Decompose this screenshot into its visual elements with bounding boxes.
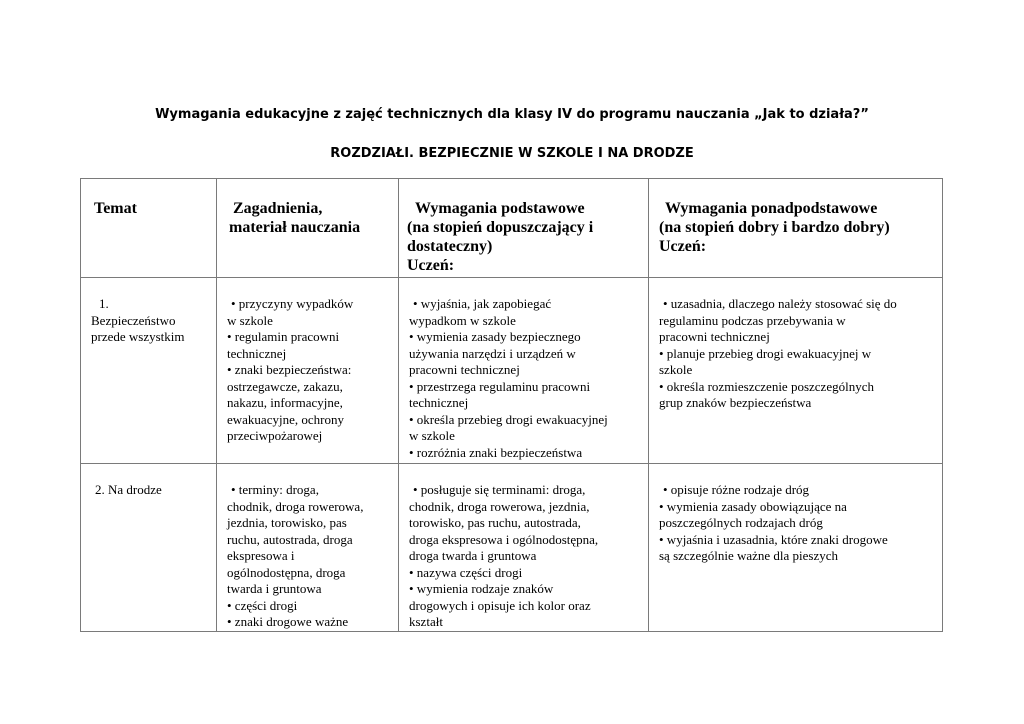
- list-item: kształt: [409, 614, 443, 629]
- list-item: ruchu, autostrada, droga: [227, 531, 353, 547]
- list-item: • znaki drogowe ważne: [227, 614, 349, 629]
- list-item: • znaki bezpieczeństwa:: [227, 362, 352, 377]
- podstawowe-cell: [399, 464, 649, 632]
- list-item: • części drogi: [227, 597, 298, 613]
- list-item: • opisuje różne rodzaje dróg: [663, 482, 810, 497]
- list-item: przeciwpożarowej: [227, 428, 323, 443]
- ponadpodstawowe-cell: [649, 464, 943, 632]
- list-item: • wyjaśnia i uzasadnia, które znaki drogowe: [659, 531, 888, 547]
- list-item: • terminy: droga,: [231, 482, 319, 497]
- list-item: droga twarda i gruntowa: [409, 548, 537, 563]
- list-item: technicznej: [227, 345, 287, 361]
- header-podstawowe-line: Uczeń:: [407, 257, 455, 274]
- list-item: nakazu, informacyjne,: [227, 395, 343, 410]
- list-item: w szkole: [409, 428, 455, 443]
- list-item: poszczególnych rodzajach dróg: [659, 515, 823, 530]
- list-item: w szkole: [227, 312, 273, 328]
- zagadnienia-cell: [217, 464, 399, 632]
- requirements-table: [80, 178, 943, 632]
- topic-cell: [81, 464, 217, 632]
- list-item: • wyjaśnia, jak zapobiegać: [413, 296, 552, 311]
- header-ponadpodstawowe-line: Wymagania ponadpodstawowe: [665, 200, 878, 217]
- list-item: chodnik, droga rowerowa, jezdnia,: [409, 498, 590, 514]
- list-item: • planuje przebieg drogi ewakuacyjnej w: [659, 345, 872, 361]
- list-item: regulaminu podczas przebywania w: [659, 312, 846, 328]
- list-item: wypadkom w szkole: [409, 312, 516, 328]
- list-item: • nazywa części drogi: [409, 564, 523, 580]
- header-podstawowe-line: Wymagania podstawowe: [415, 200, 585, 217]
- zagadnienia-cell: [217, 278, 399, 464]
- list-item: ogólnodostępna, droga: [227, 564, 346, 580]
- header-zagadnienia-line: materiał nauczania: [229, 219, 361, 236]
- header-temat: [81, 179, 217, 278]
- list-item: torowisko, pas ruchu, autostrada,: [409, 515, 581, 530]
- list-item: droga ekspresowa i ogólnodostępna,: [409, 531, 599, 547]
- list-item: ewakuacyjne, ochrony: [227, 411, 344, 427]
- podstawowe-cell: [399, 278, 649, 464]
- topic-line: 1.: [99, 296, 109, 311]
- list-item: • określa rozmieszczenie poszczególnych: [659, 378, 874, 394]
- header-ponadpodstawowe-line: (na stopień dobry i bardzo dobry): [659, 219, 890, 236]
- list-item: • uzasadnia, dlaczego należy stosować się do: [663, 296, 897, 311]
- header-podstawowe-line: (na stopień dopuszczający i: [407, 219, 594, 236]
- document-title: Wymagania edukacyjne z zajęć technicznych dla klasy IV do programu nauczania „Jak to działa?”: [155, 107, 869, 122]
- header-podstawowe: [399, 179, 649, 278]
- chapter-title: ROZDZIAŁI. BEZPIECZNIE W SZKOLE I NA DRODZE: [330, 146, 694, 161]
- list-item: ekspresowa i: [227, 548, 295, 563]
- list-item: jezdnia, torowisko, pas: [227, 515, 347, 530]
- header-zagadnienia-line: Zagadnienia,: [233, 200, 323, 217]
- list-item: • określa przebieg drogi ewakuacyjnej: [409, 411, 608, 427]
- list-item: • rozróżnia znaki bezpieczeństwa: [409, 444, 583, 460]
- list-item: chodnik, droga rowerowa,: [227, 498, 364, 514]
- topic-line: 2. Na drodze: [95, 482, 162, 497]
- topic-line: przede wszystkim: [91, 329, 185, 344]
- header-ponadpodstawowe: [649, 179, 943, 278]
- list-item: technicznej: [409, 395, 469, 410]
- list-item: są szczególnie ważne dla pieszych: [659, 548, 839, 563]
- list-item: ostrzegawcze, zakazu,: [227, 378, 343, 394]
- header-temat-label: Temat: [94, 200, 137, 217]
- header-ponadpodstawowe-line: Uczeń:: [659, 238, 707, 255]
- header-podstawowe-line: dostateczny): [407, 238, 493, 255]
- topic-cell: [81, 278, 217, 464]
- header-zagadnienia: [217, 179, 399, 278]
- list-item: używania narzędzi i urządzeń w: [409, 345, 576, 361]
- ponadpodstawowe-cell: [649, 278, 943, 464]
- list-item: • wymienia rodzaje znaków: [409, 581, 554, 596]
- list-item: grup znaków bezpieczeństwa: [659, 395, 812, 410]
- list-item: drogowych i opisuje ich kolor oraz: [409, 597, 591, 613]
- table-row: [81, 464, 943, 632]
- list-item: pracowni technicznej: [409, 362, 520, 377]
- list-item: • przestrzega regulaminu pracowni: [409, 378, 591, 394]
- list-item: pracowni technicznej: [659, 329, 770, 344]
- list-item: szkole: [659, 362, 693, 377]
- list-item: • wymienia zasady bezpiecznego: [409, 329, 581, 344]
- list-item: • wymienia zasady obowiązujące na: [659, 498, 847, 514]
- list-item: • przyczyny wypadków: [231, 296, 354, 311]
- list-item: • posługuje się terminami: droga,: [413, 482, 586, 497]
- topic-line: Bezpieczeństwo: [91, 312, 176, 328]
- list-item: twarda i gruntowa: [227, 581, 322, 596]
- table-row: [81, 278, 943, 464]
- list-item: • regulamin pracowni: [227, 329, 340, 344]
- table-header-row: [81, 179, 943, 278]
